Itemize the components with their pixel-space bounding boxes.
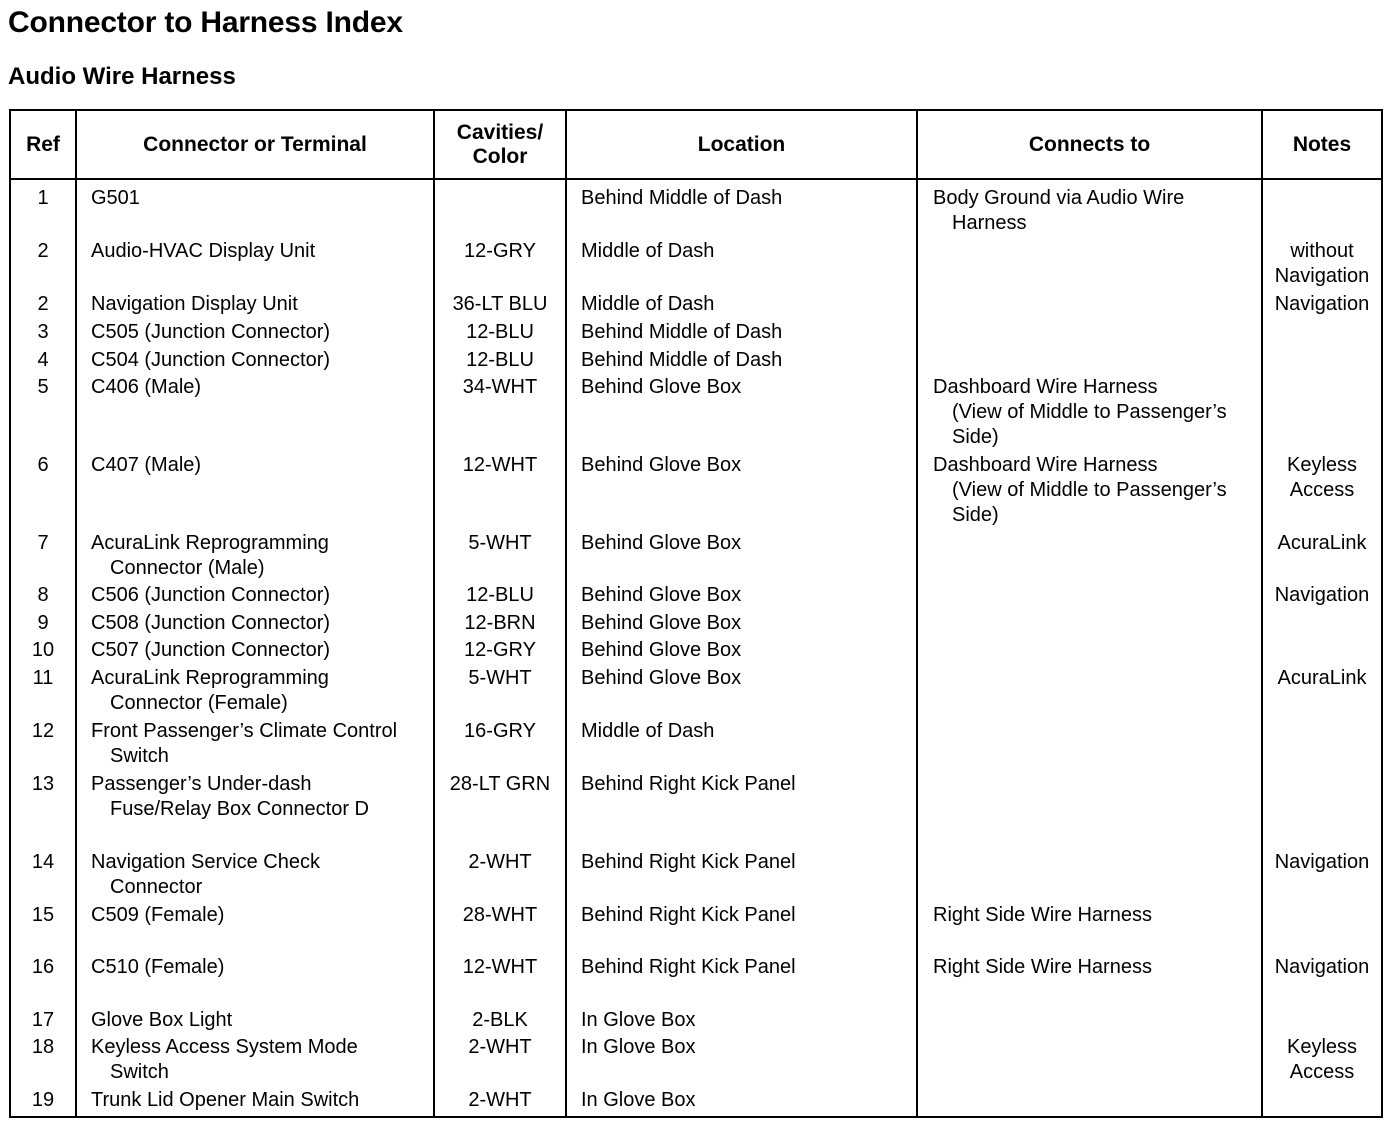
notes-cell bbox=[1263, 850, 1381, 875]
location-cell: Behind Glove Box bbox=[581, 376, 742, 398]
ref-cell: 1 bbox=[37, 187, 49, 209]
header-cavities-line2: Color bbox=[472, 144, 528, 168]
connector-cell-line: Switch bbox=[110, 745, 169, 767]
header-connects-to: Connects to bbox=[1028, 132, 1151, 156]
connector-cell-line: C510 (Female) bbox=[91, 956, 225, 978]
ref-cell: 14 bbox=[31, 851, 55, 873]
notes-cell bbox=[1263, 292, 1381, 317]
location-cell: Behind Middle of Dash bbox=[581, 321, 783, 343]
connector-cell-line: Keyless Access System Mode bbox=[91, 1036, 358, 1058]
cavities-cell: 12-WHT bbox=[462, 454, 538, 476]
connector-cell-line: Switch bbox=[110, 1061, 169, 1083]
connector-cell-line: Connector bbox=[110, 876, 203, 898]
cavities-cell: 5-WHT bbox=[468, 532, 532, 554]
notes-cell bbox=[1263, 531, 1381, 556]
cavities-cell: 28-LT GRN bbox=[449, 773, 551, 795]
connector-cell-line: Trunk Lid Opener Main Switch bbox=[91, 1089, 360, 1111]
connector-cell bbox=[91, 772, 431, 822]
ref-cell: 4 bbox=[37, 349, 49, 371]
location-cell: Behind Glove Box bbox=[581, 532, 742, 554]
header-location: Location bbox=[697, 132, 786, 156]
notes-cell bbox=[1263, 453, 1381, 503]
cavities-cell: 12-BLU bbox=[466, 349, 534, 371]
location-cell: Behind Glove Box bbox=[581, 454, 742, 476]
location-cell: Middle of Dash bbox=[581, 720, 715, 742]
connects-to-cell bbox=[933, 903, 1263, 928]
ref-cell: 17 bbox=[31, 1009, 55, 1031]
connects-to-cell-line: Side) bbox=[952, 426, 999, 448]
connector-cell bbox=[91, 583, 431, 608]
ref-cell: 5 bbox=[37, 376, 49, 398]
harness-index-table bbox=[9, 109, 1383, 1118]
connector-cell-line: C406 (Male) bbox=[91, 376, 202, 398]
connector-cell-line: Fuse/Relay Box Connector D bbox=[110, 798, 370, 820]
header-cavities-line1: Cavities/ bbox=[456, 120, 544, 144]
notes-cell bbox=[1263, 239, 1381, 289]
notes-cell bbox=[1263, 955, 1381, 980]
connects-to-cell-line: Side) bbox=[952, 504, 999, 526]
connector-cell bbox=[91, 292, 431, 317]
ref-cell: 15 bbox=[31, 904, 55, 926]
connector-cell bbox=[91, 1088, 431, 1113]
connects-to-cell bbox=[933, 453, 1263, 528]
notes-cell-line: AcuraLink bbox=[1277, 532, 1367, 554]
connector-cell-line: C507 (Junction Connector) bbox=[91, 639, 331, 661]
cavities-cell: 12-BLU bbox=[466, 584, 534, 606]
connector-cell bbox=[91, 955, 431, 980]
ref-cell: 2 bbox=[37, 293, 49, 315]
location-cell: Behind Glove Box bbox=[581, 584, 742, 606]
ref-cell: 8 bbox=[37, 584, 49, 606]
cavities-cell: 12-GRY bbox=[464, 240, 536, 262]
connector-cell bbox=[91, 320, 431, 345]
connects-to-cell-line: (View of Middle to Passenger’s bbox=[952, 401, 1227, 423]
connector-cell-line: C506 (Junction Connector) bbox=[91, 584, 331, 606]
connector-cell-line: C505 (Junction Connector) bbox=[91, 321, 331, 343]
cavities-cell: 12-GRY bbox=[464, 639, 536, 661]
header-notes: Notes bbox=[1292, 132, 1352, 156]
connector-cell bbox=[91, 638, 431, 663]
cavities-cell: 2-BLK bbox=[472, 1009, 528, 1031]
connects-to-cell-line: Body Ground via Audio Wire bbox=[933, 187, 1185, 209]
connects-to-cell bbox=[933, 186, 1263, 236]
cavities-cell: 16-GRY bbox=[464, 720, 536, 742]
ref-cell: 10 bbox=[31, 639, 55, 661]
header-divider bbox=[11, 178, 1381, 180]
connector-cell-line: Connector (Male) bbox=[110, 557, 265, 579]
connector-cell bbox=[91, 611, 431, 636]
notes-cell-line: Keyless bbox=[1286, 454, 1358, 476]
connector-cell-line: Connector (Female) bbox=[110, 692, 288, 714]
column-divider bbox=[75, 111, 77, 1116]
notes-cell-line: Navigation bbox=[1274, 584, 1370, 606]
location-cell: In Glove Box bbox=[581, 1009, 696, 1031]
ref-cell: 9 bbox=[37, 612, 49, 634]
connects-to-cell bbox=[933, 375, 1263, 450]
connects-to-cell-line: Dashboard Wire Harness bbox=[933, 454, 1158, 476]
ref-cell: 2 bbox=[37, 240, 49, 262]
connector-cell-line: C508 (Junction Connector) bbox=[91, 612, 331, 634]
location-cell: Behind Middle of Dash bbox=[581, 349, 783, 371]
notes-cell bbox=[1263, 666, 1381, 691]
cavities-cell: 2-WHT bbox=[468, 1089, 532, 1111]
connector-cell bbox=[91, 850, 431, 900]
connector-cell-line: Glove Box Light bbox=[91, 1009, 233, 1031]
ref-cell: 3 bbox=[37, 321, 49, 343]
header-cavities bbox=[435, 111, 565, 178]
connects-to-cell bbox=[933, 955, 1263, 980]
connects-to-cell-line: Dashboard Wire Harness bbox=[933, 376, 1158, 398]
connector-cell-line: Passenger’s Under-dash bbox=[91, 773, 312, 795]
location-cell: Behind Right Kick Panel bbox=[581, 851, 796, 873]
cavities-cell: 12-WHT bbox=[462, 956, 538, 978]
notes-cell-line: Navigation bbox=[1274, 265, 1370, 287]
location-cell: In Glove Box bbox=[581, 1089, 696, 1111]
notes-cell-line: AcuraLink bbox=[1277, 667, 1367, 689]
notes-cell bbox=[1263, 583, 1381, 608]
header-ref: Ref bbox=[26, 132, 60, 156]
cavities-cell: 5-WHT bbox=[468, 667, 532, 689]
connector-cell-line: AcuraLink Reprogramming bbox=[91, 667, 329, 689]
ref-cell: 7 bbox=[37, 532, 49, 554]
location-cell: Behind Right Kick Panel bbox=[581, 904, 796, 926]
column-divider bbox=[565, 111, 567, 1116]
connector-cell-line: C407 (Male) bbox=[91, 454, 202, 476]
location-cell: Middle of Dash bbox=[581, 240, 715, 262]
section-subtitle: Audio Wire Harness bbox=[8, 63, 236, 90]
connector-cell bbox=[91, 719, 431, 769]
connector-cell-line: Navigation Service Check bbox=[91, 851, 320, 873]
ref-cell: 12 bbox=[31, 720, 55, 742]
notes-cell-line: without bbox=[1290, 240, 1354, 262]
notes-cell-line: Navigation bbox=[1274, 851, 1370, 873]
connector-cell bbox=[91, 186, 431, 211]
connector-cell-line: G501 bbox=[91, 187, 140, 209]
connects-to-cell-line: Right Side Wire Harness bbox=[933, 904, 1152, 926]
cavities-cell: 28-WHT bbox=[462, 904, 538, 926]
cavities-cell: 12-BRN bbox=[464, 612, 536, 634]
location-cell: Middle of Dash bbox=[581, 293, 715, 315]
connector-cell-line: C509 (Female) bbox=[91, 904, 225, 926]
cavities-cell: 36-LT BLU bbox=[452, 293, 548, 315]
cavities-cell: 2-WHT bbox=[468, 1036, 532, 1058]
connector-cell-line: Audio-HVAC Display Unit bbox=[91, 240, 316, 262]
connects-to-cell-line: (View of Middle to Passenger’s bbox=[952, 479, 1227, 501]
cavities-cell: 2-WHT bbox=[468, 851, 532, 873]
connector-cell bbox=[91, 1008, 431, 1033]
page-title: Connector to Harness Index bbox=[8, 6, 403, 39]
notes-cell-line: Navigation bbox=[1274, 293, 1370, 315]
connector-cell bbox=[91, 348, 431, 373]
connector-cell bbox=[91, 531, 431, 581]
connector-cell bbox=[91, 375, 431, 400]
notes-cell-line: Access bbox=[1289, 1061, 1355, 1083]
notes-cell bbox=[1263, 1035, 1381, 1085]
ref-cell: 18 bbox=[31, 1036, 55, 1058]
connector-cell bbox=[91, 1035, 431, 1085]
location-cell: In Glove Box bbox=[581, 1036, 696, 1058]
connects-to-cell-line: Harness bbox=[952, 212, 1027, 234]
connector-cell bbox=[91, 453, 431, 478]
location-cell: Behind Middle of Dash bbox=[581, 187, 783, 209]
connector-cell bbox=[91, 239, 431, 264]
cavities-cell: 34-WHT bbox=[462, 376, 538, 398]
notes-cell-line: Keyless bbox=[1286, 1036, 1358, 1058]
ref-cell: 16 bbox=[31, 956, 55, 978]
notes-cell-line: Navigation bbox=[1274, 956, 1370, 978]
ref-cell: 13 bbox=[31, 773, 55, 795]
connector-cell-line: C504 (Junction Connector) bbox=[91, 349, 331, 371]
connector-cell bbox=[91, 903, 431, 928]
connector-cell bbox=[91, 666, 431, 716]
header-connector: Connector or Terminal bbox=[143, 132, 367, 156]
location-cell: Behind Glove Box bbox=[581, 639, 742, 661]
connects-to-cell-line: Right Side Wire Harness bbox=[933, 956, 1152, 978]
ref-cell: 11 bbox=[32, 667, 54, 689]
connector-cell-line: Front Passenger’s Climate Control bbox=[91, 720, 398, 742]
cavities-cell: 12-BLU bbox=[466, 321, 534, 343]
location-cell: Behind Glove Box bbox=[581, 612, 742, 634]
location-cell: Behind Glove Box bbox=[581, 667, 742, 689]
ref-cell: 19 bbox=[31, 1089, 55, 1111]
location-cell: Behind Right Kick Panel bbox=[581, 956, 796, 978]
notes-cell-line: Access bbox=[1289, 479, 1355, 501]
location-cell: Behind Right Kick Panel bbox=[581, 773, 796, 795]
connector-cell-line: AcuraLink Reprogramming bbox=[91, 532, 329, 554]
connector-cell-line: Navigation Display Unit bbox=[91, 293, 298, 315]
ref-cell: 6 bbox=[37, 454, 49, 476]
